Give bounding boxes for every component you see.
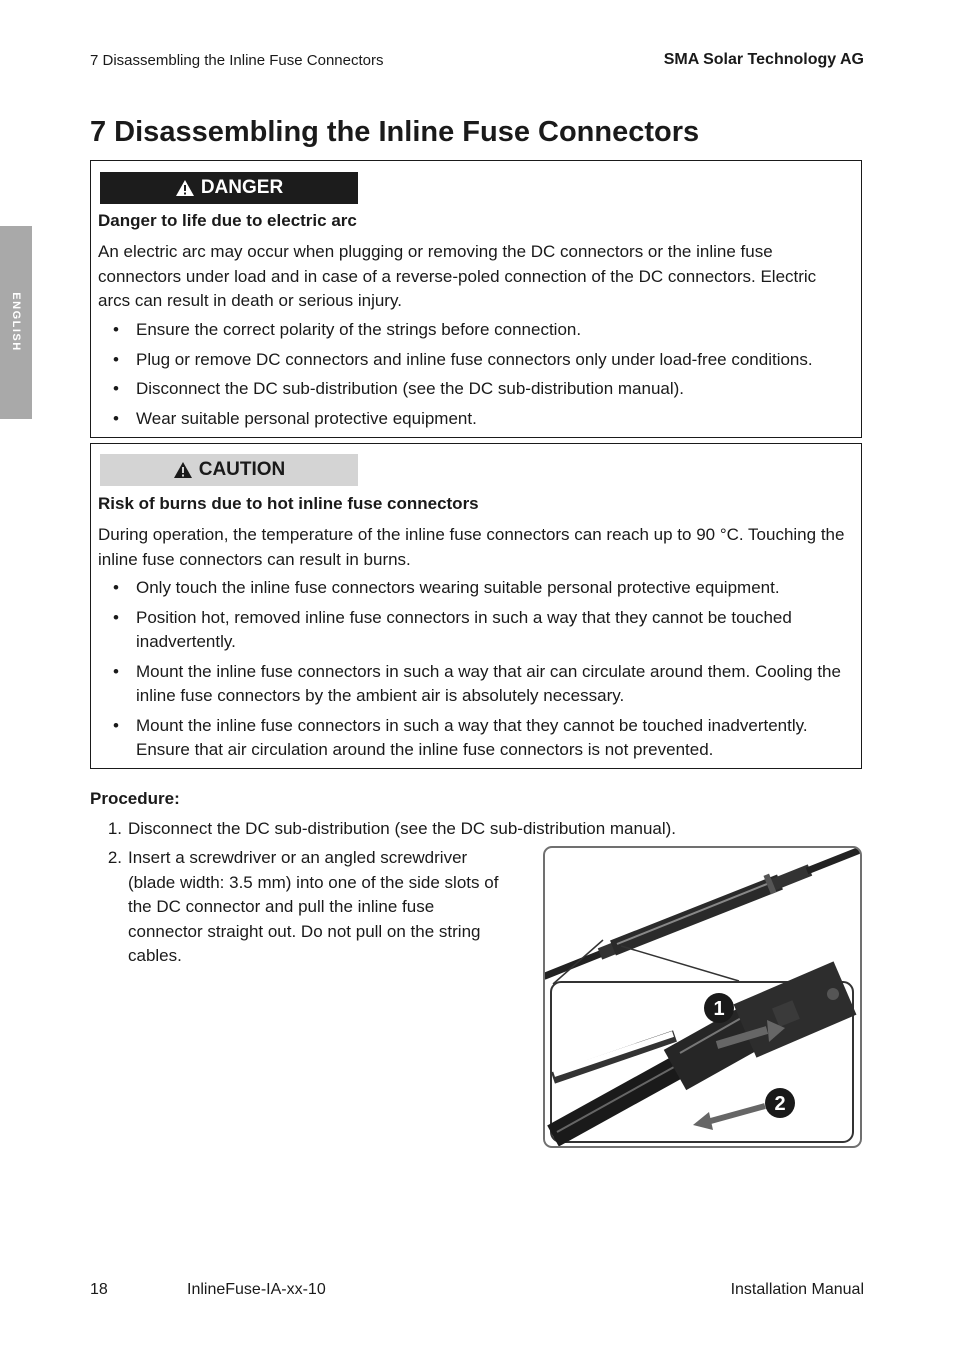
connector-illustration [545,848,860,1146]
language-side-tab [0,226,32,419]
danger-description: An electric arc may occur when plugging or removing the DC connectors or the inline fuse connectors under load and in case of a reverse-poled connection of the DC connectors. Electric arcs can result in death or serious injury. [98,242,817,310]
caution-bullet: • Mount the inline fuse connectors in such a way that they cannot be touched inadvertently. Ensure that air circulation around the inline fuse connectors is not prevented. [98,714,850,763]
running-header-company: SMA Solar Technology AG [663,51,864,68]
procedure-step [90,817,862,843]
footer-doc-code: InlineFuse-IA-xx-10 [187,1281,326,1298]
running-header-section: 7 Disassembling the Inline Fuse Connectors [90,52,384,69]
caution-bullet-list [98,576,850,768]
caution-bullet: • Position hot, removed inline fuse connectors in such a way that they cannot be touched inadvertently. [98,606,850,655]
footer-doc-type: Installation Manual [730,1281,864,1298]
danger-signal-bar [100,172,358,204]
callout-1-label: 1 [713,998,725,1020]
caution-bullet: • Mount the inline fuse connectors in such a way that air can circulate around them. Cooling the inline fuse connectors by the ambient air is absolutely necessary. [98,660,850,709]
callout-2-label: 2 [774,1093,786,1115]
caution-notice [90,443,862,769]
caution-bullet: • Only touch the inline fuse connectors wearing suitable personal protective equipment. [98,576,850,601]
language-side-tab-label: ENGLISH [10,292,22,352]
connector-removal-figure [543,846,862,1148]
procedure-step [90,846,510,976]
danger-hazard-title: Danger to life due to electric arc [98,211,357,230]
chapter-title: 7 Disassembling the Inline Fuse Connectors [90,116,700,148]
danger-bullet: • Ensure the correct polarity of the strings before connection. [98,318,850,343]
danger-bullet: • Wear suitable personal protective equipment. [98,407,850,432]
procedure-label: Procedure: [90,789,180,808]
danger-bullet: • Plug or remove DC connectors and inline fuse connectors only under load-free conditions. [98,348,850,373]
warning-triangle-icon [175,179,195,197]
step-number: 2. [107,848,122,867]
danger-bullet: • Disconnect the DC sub-distribution (see the DC sub-distribution manual). [98,377,850,402]
step-text: Disconnect the DC sub-distribution (see the DC sub-distribution manual). [128,819,677,838]
caution-signal-word: CAUTION [198,459,286,480]
step-number: 1. [107,819,122,838]
caution-description: During operation, the temperature of the inline fuse connectors can reach up to 90 °C. Touching the inline fuse connectors can result in burns. [98,525,845,569]
warning-triangle-icon [173,461,193,479]
footer-page-number: 18 [90,1281,108,1298]
danger-bullet-list [98,318,850,436]
caution-signal-bar [100,454,358,486]
caution-hazard-title: Risk of burns due to hot inline fuse connectors [98,494,479,513]
step-text: Insert a screwdriver or an angled screwdriver (blade width: 3.5 mm) into one of the side slots of the DC connector and pull the inline fuse connector straight out. Do not pull on the string cables. [128,848,499,965]
danger-signal-word: DANGER [200,177,284,198]
danger-notice [90,160,862,438]
